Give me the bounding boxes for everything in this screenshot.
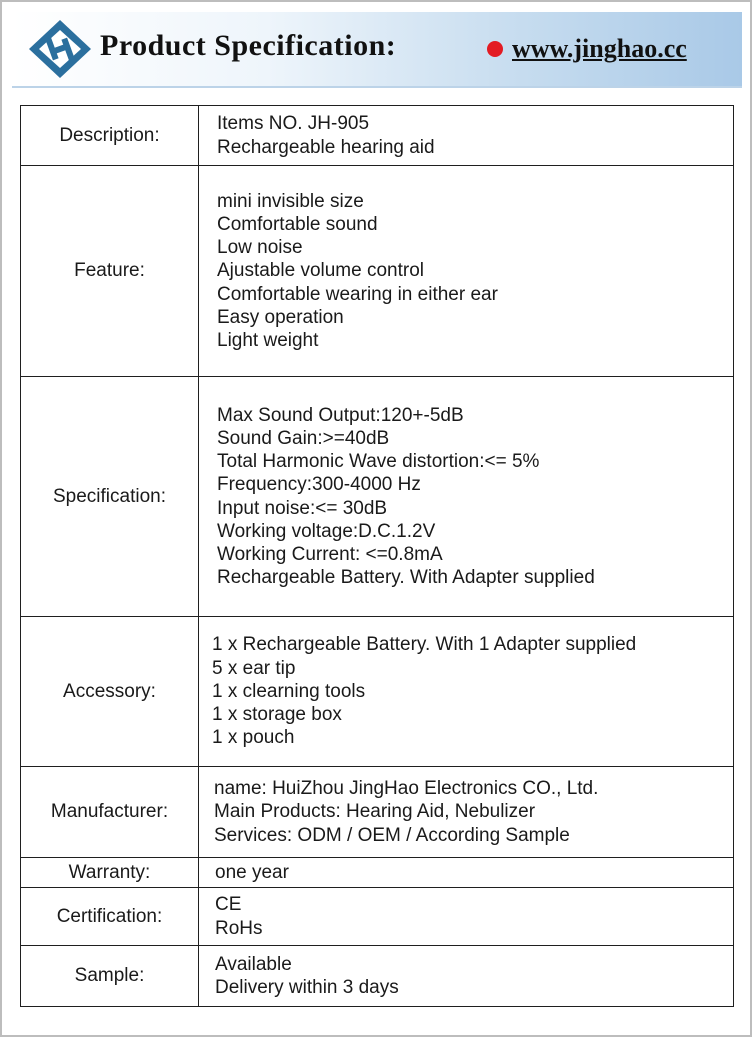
- row-sample: [21, 946, 734, 1007]
- row-label: Sample:: [74, 965, 145, 987]
- row-line: Main Products: Hearing Aid, Nebulizer: [214, 801, 536, 823]
- row-line: one year: [215, 861, 289, 883]
- row-specification: [21, 377, 734, 617]
- row-line: Ajustable volume control: [217, 260, 424, 282]
- row-line: 5 x ear tip: [212, 657, 296, 679]
- row-certification: [21, 888, 734, 946]
- row-line: 1 x Rechargeable Battery. With 1 Adapter supplied: [212, 634, 637, 656]
- row-line: Sound Gain:>=40dB: [217, 427, 390, 449]
- header-banner: [12, 12, 742, 88]
- row-line: RoHs: [215, 917, 263, 939]
- row-accessory: [21, 617, 734, 767]
- row-line: mini invisible size: [217, 190, 364, 212]
- row-line: name: HuiZhou JingHao Electronics CO., Ltd.: [214, 778, 599, 800]
- row-line: CE: [215, 894, 242, 916]
- row-line: Input noise:<= 30dB: [217, 497, 388, 519]
- website-link[interactable]: www.jinghao.cc: [512, 34, 687, 63]
- row-line: Max Sound Output:120+-5dB: [217, 404, 464, 426]
- row-description: [21, 106, 734, 166]
- jinghao-logo-icon: [27, 18, 93, 80]
- row-label: Specification:: [52, 485, 166, 507]
- row-line: Comfortable sound: [217, 213, 378, 235]
- row-line: Delivery within 3 days: [215, 977, 399, 998]
- row-label: Warranty:: [68, 861, 151, 883]
- row-label: Description:: [59, 124, 160, 146]
- row-line: Total Harmonic Wave distortion:<= 5%: [217, 451, 540, 473]
- row-line: Easy operation: [217, 306, 344, 328]
- row-line: Available: [215, 953, 292, 975]
- row-label: Certification:: [56, 905, 163, 927]
- row-line: Rechargeable hearing aid: [217, 136, 435, 158]
- row-line: Low noise: [217, 237, 303, 259]
- row-line: Comfortable wearing in either ear: [217, 283, 498, 305]
- row-line: Working Current: <=0.8mA: [217, 543, 443, 565]
- row-label: Accessory:: [63, 680, 156, 702]
- spec-table: [20, 105, 734, 1007]
- page-title: Product Specification:: [100, 29, 397, 62]
- red-dot-icon: [487, 41, 503, 57]
- row-line: 1 x storage box: [212, 704, 342, 726]
- row-feature: [21, 166, 734, 377]
- row-line: Working voltage:D.C.1.2V: [217, 520, 436, 542]
- row-line: Items NO. JH-905: [217, 113, 370, 135]
- row-label: Manufacturer:: [50, 801, 169, 823]
- row-line: 1 x pouch: [212, 727, 295, 749]
- row-line: 1 x clearning tools: [212, 680, 366, 702]
- row-warranty: [21, 858, 734, 888]
- row-line: Frequency:300-4000 Hz: [217, 474, 421, 496]
- row-manufacturer: [21, 767, 734, 858]
- row-label: Feature:: [74, 260, 145, 282]
- row-line: Services: ODM / OEM / According Sample: [214, 824, 570, 846]
- row-line: Rechargeable Battery. With Adapter supplied: [217, 567, 595, 589]
- row-line: Light weight: [217, 330, 319, 351]
